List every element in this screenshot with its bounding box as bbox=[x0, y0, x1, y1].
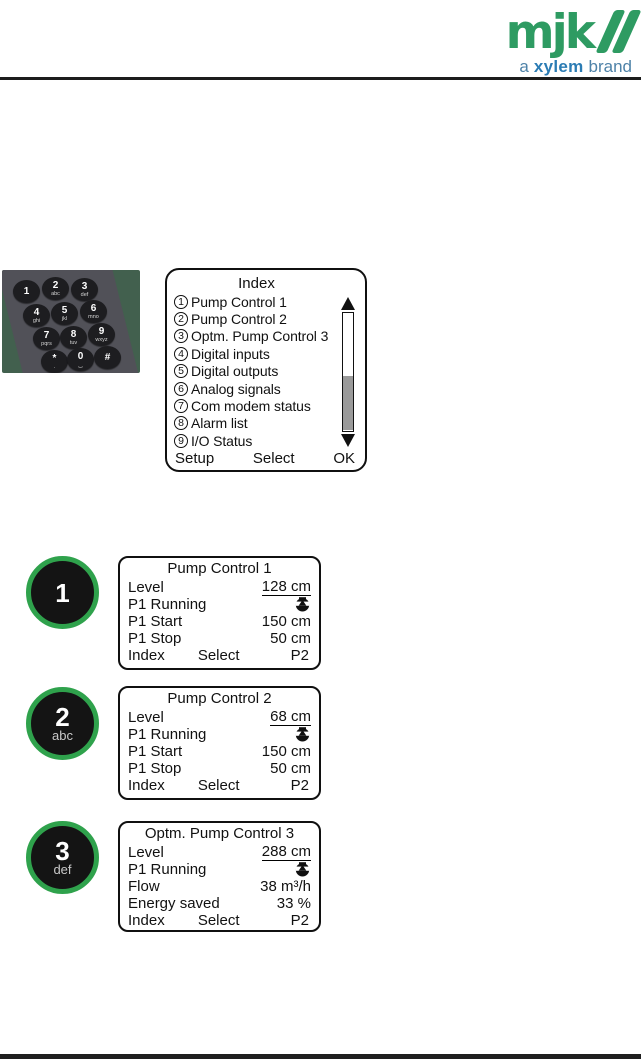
item-label: Digital inputs bbox=[191, 345, 270, 362]
index-menu-item bbox=[174, 310, 331, 327]
scrollbar-track bbox=[342, 312, 354, 432]
index-menu-item bbox=[174, 293, 331, 310]
lcd-row-level bbox=[128, 843, 311, 861]
keypad-key-8: 8 tuv bbox=[60, 326, 87, 349]
item-label: Alarm list bbox=[191, 415, 248, 432]
index-menu-item bbox=[174, 415, 331, 432]
pump-running-icon bbox=[294, 862, 311, 877]
index-menu-list bbox=[174, 293, 331, 450]
item-number-badge: 4 bbox=[174, 347, 188, 361]
row-value: 38 m³/h bbox=[260, 878, 311, 895]
lcd-row-level bbox=[128, 578, 311, 596]
tagline-prefix: a bbox=[519, 57, 529, 76]
header-rule bbox=[0, 77, 641, 80]
scrollbar-thumb bbox=[343, 376, 353, 430]
screen-softkeys bbox=[128, 647, 311, 665]
screen-title: Pump Control 1 bbox=[167, 560, 272, 577]
lcd-row-stop bbox=[128, 630, 311, 647]
item-number-badge: 9 bbox=[174, 434, 188, 448]
item-label: Com modem status bbox=[191, 398, 311, 415]
index-menu-item bbox=[174, 380, 331, 397]
softkey-p2: P2 bbox=[290, 912, 309, 929]
index-screen-title: Index bbox=[238, 275, 275, 292]
row-label: P1 Running bbox=[128, 726, 207, 743]
item-number-badge: 6 bbox=[174, 382, 188, 396]
footer-rule bbox=[0, 1054, 641, 1059]
softkey-select: Select bbox=[197, 912, 240, 929]
lcd-row-start bbox=[128, 613, 311, 630]
keypad-key-1: 1 bbox=[13, 280, 40, 303]
row-label: Level bbox=[128, 709, 164, 726]
row-label: P1 Stop bbox=[128, 760, 182, 777]
lcd-row-energy bbox=[128, 895, 311, 912]
keypad-photo bbox=[2, 270, 140, 373]
softkey-index: Index bbox=[128, 777, 165, 794]
pump-control-1-screen bbox=[118, 556, 321, 670]
index-menu-item bbox=[174, 345, 331, 362]
lcd-row-flow bbox=[128, 878, 311, 895]
keypad-key-6: 6 mno bbox=[80, 300, 107, 323]
scroll-up-icon bbox=[341, 297, 355, 310]
keypad-key-star: * . bbox=[41, 350, 68, 373]
index-menu-item bbox=[174, 363, 331, 380]
row-value: 150 cm bbox=[261, 613, 311, 630]
lcd-row-running bbox=[128, 861, 311, 878]
keypad-key-3: 3 def bbox=[71, 278, 98, 301]
row-value: 50 cm bbox=[270, 760, 311, 777]
row-value: 50 cm bbox=[270, 630, 311, 647]
index-menu-item bbox=[174, 432, 331, 449]
screen-title: Pump Control 2 bbox=[167, 690, 272, 707]
keypad-key-7: 7 pqrs bbox=[33, 327, 60, 350]
lcd-row-running bbox=[128, 726, 311, 743]
row-value: 68 cm bbox=[270, 708, 311, 725]
softkey-select: Select bbox=[197, 777, 240, 794]
row-value: 288 cm bbox=[261, 843, 311, 860]
item-label: Pump Control 2 bbox=[191, 311, 287, 328]
keypad-key-hash: # bbox=[94, 346, 121, 369]
scroll-down-icon bbox=[341, 434, 355, 447]
mjk-logo-wordmark bbox=[505, 4, 632, 60]
item-number-badge: 8 bbox=[174, 416, 188, 430]
pump-control-2-screen bbox=[118, 686, 321, 800]
softkey-select: Select bbox=[252, 450, 295, 467]
pump-running-icon bbox=[294, 597, 311, 612]
tagline-brand: xylem bbox=[533, 57, 584, 76]
row-label: P1 Running bbox=[128, 861, 207, 878]
keypad-button-2: 2 abc bbox=[26, 687, 99, 760]
softkey-select: Select bbox=[197, 647, 240, 664]
keypad-key-2: 2 abc bbox=[42, 277, 69, 300]
item-label: Pump Control 1 bbox=[191, 293, 287, 310]
row-label: P1 Running bbox=[128, 596, 207, 613]
item-label: Optm. Pump Control 3 bbox=[191, 328, 329, 345]
keypad-key-9: 9 wxyz bbox=[88, 323, 115, 346]
row-label: Level bbox=[128, 579, 164, 596]
item-number-badge: 3 bbox=[174, 329, 188, 343]
item-number-badge: 2 bbox=[174, 312, 188, 326]
item-label: I/O Status bbox=[191, 432, 253, 449]
mjk-logo bbox=[506, 5, 632, 77]
row-label: P1 Stop bbox=[128, 630, 182, 647]
keypad-key-0: 0 ‿ bbox=[67, 348, 94, 371]
softkey-p2: P2 bbox=[290, 777, 309, 794]
lcd-row-stop bbox=[128, 760, 311, 777]
row-value: 33 % bbox=[276, 895, 311, 912]
mjk-logo-text: mjk bbox=[505, 4, 593, 60]
screen-softkeys bbox=[128, 912, 311, 930]
xylem-brand-tagline bbox=[506, 57, 632, 77]
screen-softkeys bbox=[128, 777, 311, 795]
lcd-row-running bbox=[128, 596, 311, 613]
lcd-row-level bbox=[128, 708, 311, 726]
row-label: P1 Start bbox=[128, 743, 183, 760]
index-menu-item bbox=[174, 397, 331, 414]
optm-pump-control-3-screen bbox=[118, 821, 321, 932]
row-value: 128 cm bbox=[261, 578, 311, 595]
row-label: Level bbox=[128, 844, 164, 861]
screen-title: Optm. Pump Control 3 bbox=[144, 825, 295, 842]
softkey-setup: Setup bbox=[175, 450, 215, 467]
keypad-key-5: 5 jkl bbox=[51, 302, 78, 325]
item-number-badge: 7 bbox=[174, 399, 188, 413]
item-label: Digital outputs bbox=[191, 363, 279, 380]
keypad-button-3: 3 def bbox=[26, 821, 99, 894]
index-menu-item bbox=[174, 328, 331, 345]
keypad-button-1: 1 bbox=[26, 556, 99, 629]
row-label: Flow bbox=[128, 878, 160, 895]
tagline-suffix: brand bbox=[588, 57, 632, 76]
row-label: Energy saved bbox=[128, 895, 220, 912]
item-label: Analog signals bbox=[191, 380, 281, 397]
pump-running-icon bbox=[294, 727, 311, 742]
scrollbar bbox=[340, 297, 356, 447]
softkey-index: Index bbox=[128, 647, 165, 664]
softkey-index: Index bbox=[128, 912, 165, 929]
item-number-badge: 1 bbox=[174, 295, 188, 309]
softkey-p2: P2 bbox=[290, 647, 309, 664]
row-label: P1 Start bbox=[128, 613, 183, 630]
index-softkeys bbox=[175, 450, 355, 467]
lcd-row-start bbox=[128, 743, 311, 760]
softkey-ok: OK bbox=[333, 450, 355, 467]
index-lcd-screen bbox=[165, 268, 367, 472]
item-number-badge: 5 bbox=[174, 364, 188, 378]
row-value: 150 cm bbox=[261, 743, 311, 760]
keypad-key-4: 4 ghi bbox=[23, 304, 50, 327]
